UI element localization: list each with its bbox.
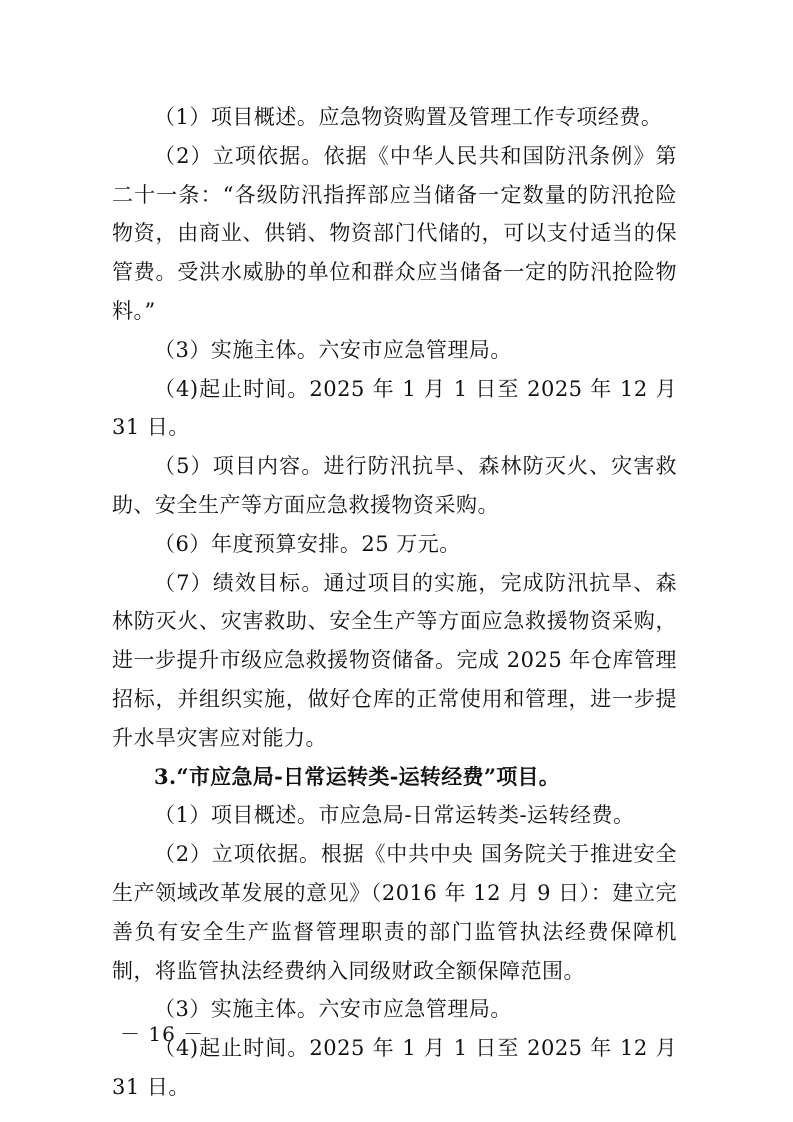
paragraph-time-period-2: （4)起止时间。2025 年 1 月 1 日至 2025 年 12 月 31 日。 (112, 1036, 677, 1099)
paragraph-project-content: （5）项目内容。进行防汛抗旱、森林防灭火、灾害救助、安全生产等方面应急救援物资采购。 (112, 454, 677, 517)
paragraph-project-basis: （2）立项依据。依据《中华人民共和国防汛条例》第二十一条：“各级防汛指挥部应当储备一定数量的防汛抢险物资，由商业、供销、物资部门代储的，可以支付适当的保管费。受洪水威胁的单位和群众应当储备一定的防汛抢险物料。” (112, 143, 677, 323)
paragraph-implementing-body: （3）实施主体。六安市应急管理局。 (154, 337, 512, 362)
document-body (112, 98, 677, 1107)
paragraph-time-period: （4)起止时间。2025 年 1 月 1 日至 2025 年 12 月 31 日。 (112, 376, 677, 440)
paragraph-annual-budget: （6）年度预算安排。25 万元。 (154, 531, 461, 556)
paragraph-project-overview-2: （1）项目概述。市应急局-日常运转类-运转经费。 (154, 803, 635, 828)
paragraph-project-overview: （1）项目概述。应急物资购置及管理工作专项经费。 (154, 105, 663, 129)
paragraph-implementing-body-2: （3）实施主体。六安市应急管理局。 (154, 997, 512, 1022)
paragraph-project-basis-2: （2）立项依据。根据《中共中央 国务院关于推进安全生产领域改革发展的意见》（2016 年 12 月 9 日）：建立完善负有安全生产监督管理职责的部门监管执法经费保障机制，将监管执法经费纳入同级财政全额保障范围。 (112, 842, 677, 983)
section-heading: 3.“市应急局-日常运转类-运转经费”项目。 (154, 763, 561, 789)
paragraph-performance-goals: （7）绩效目标。通过项目的实施，完成防汛抗旱、森林防灭火、灾害救助、安全生产等方面应急救援物资采购，进一步提升市级应急救援物资储备。完成 2025 年仓库管理招标，并组织实施，做好仓库的正常使用和管理，进一步提升水旱灾害应对能力。 (112, 570, 677, 750)
page-number: － 16 － (120, 1022, 205, 1046)
